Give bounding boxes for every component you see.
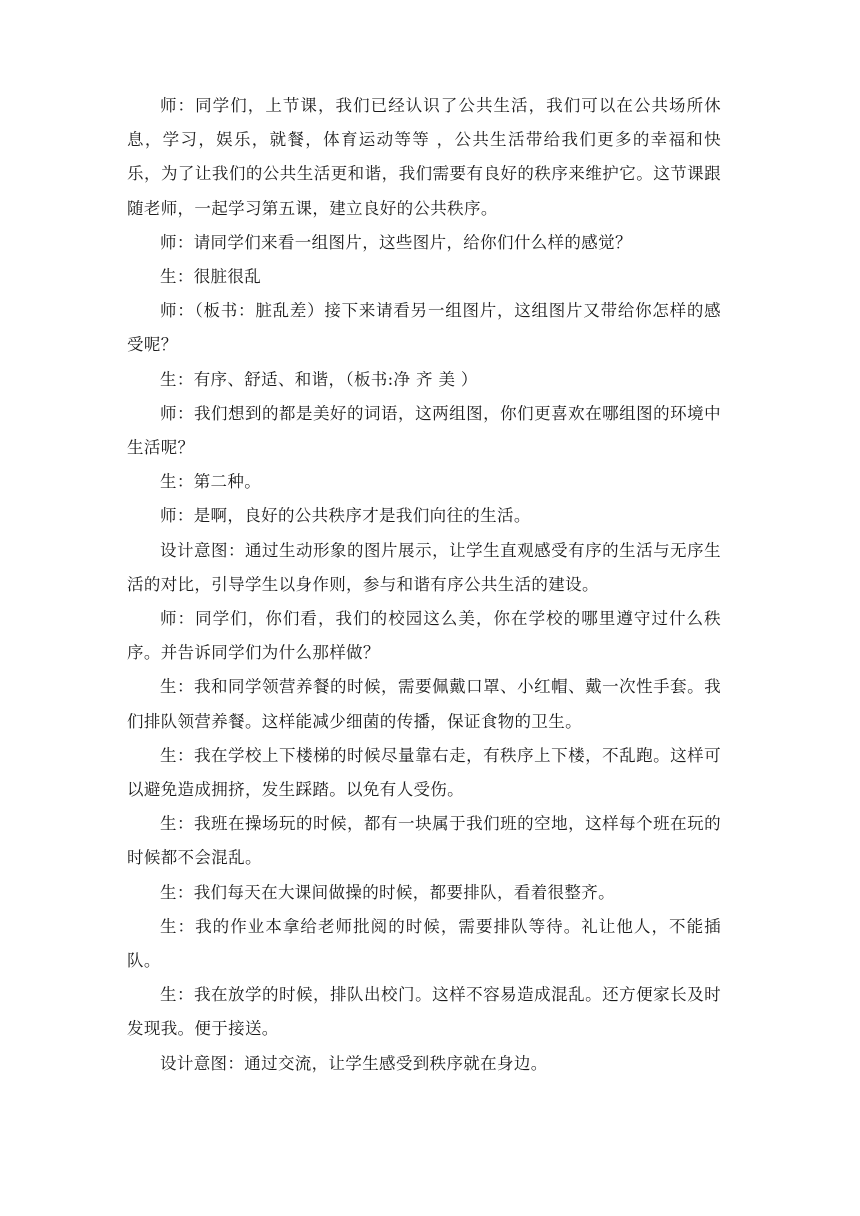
paragraph-student-answer-dirty: 生：很脏很乱 bbox=[160, 267, 262, 287]
paragraph-student-answer-second: 生：第二种。 bbox=[160, 472, 262, 492]
paragraph-student-meal: 生：我和同学领营养餐的时候，需要佩戴口罩、小红帽、戴一次性手套。我们排队领营养餐。这样能减少细菌的传播，保证食物的卫生。 bbox=[127, 677, 721, 731]
paragraph-teacher-question-images: 师：请同学们来看一组图片，这些图片，给你们什么样的感觉？ bbox=[160, 232, 632, 252]
paragraph-design-intent-1: 设计意图：通过生动形象的图片展示，让学生直观感受有序的生活与无序生活的对比，引导学生以身作则，参与和谐有序公共生活的建设。 bbox=[127, 540, 721, 594]
paragraph-design-intent-2: 设计意图：通过交流，让学生感受到秩序就在身边。 bbox=[160, 1053, 548, 1073]
paragraph-teacher-prefer-question: 师：我们想到的都是美好的词语，这两组图，你们更喜欢在哪组图的环境中生活呢？ bbox=[127, 403, 721, 458]
paragraph-teacher-second-images: 师：（板书：脏乱差）接下来请看另一组图片，这组图片又带给你怎样的感受呢？ bbox=[127, 301, 721, 355]
paragraph-student-answer-orderly: 生：有序、舒适、和谐，（板书:净 齐 美 ） bbox=[160, 369, 478, 389]
paragraph-student-exercise: 生：我们每天在大课间做操的时候，都要排队，看着很整齐。 bbox=[160, 882, 615, 902]
paragraph-student-stairs: 生：我在学校上下楼梯的时候尽量靠右走，有秩序上下楼，不乱跑。这样可以避免造成拥挤，发生踩踏。以免有人受伤。 bbox=[127, 745, 721, 800]
document-body bbox=[127, 89, 721, 1081]
paragraph-student-playground: 生：我班在操场玩的时候，都有一块属于我们班的空地，这样每个班在玩的时候都不会混乱。 bbox=[127, 814, 721, 868]
paragraph-teacher-campus-question: 师：同学们，你们看，我们的校园这么美，你在学校的哪里遵守过什么秩序。并告诉同学们为什么那样做？ bbox=[127, 609, 721, 663]
paragraph-teacher-intro: 师：同学们，上节课，我们已经认识了公共生活，我们可以在公共场所休息，学习，娱乐，就餐，体育运动等等 ，公共生活带给我们更多的幸福和快乐，为了让我们的公共生活更和谐，我们需要有良好的秩序来维护它。这节课跟随老师，一起学习第五课，建立良好的公共秩序。 bbox=[127, 96, 721, 218]
paragraph-student-homework: 生：我的作业本拿给老师批阅的时候，需要排队等待。礼让他人，不能插队。 bbox=[127, 916, 721, 971]
paragraph-teacher-conclusion: 师：是啊，良好的公共秩序才是我们向往的生活。 bbox=[160, 506, 531, 526]
paragraph-student-dismissal: 生：我在放学的时候，排队出校门。这样不容易造成混乱。还方便家长及时发现我。便于接送。 bbox=[127, 985, 721, 1039]
